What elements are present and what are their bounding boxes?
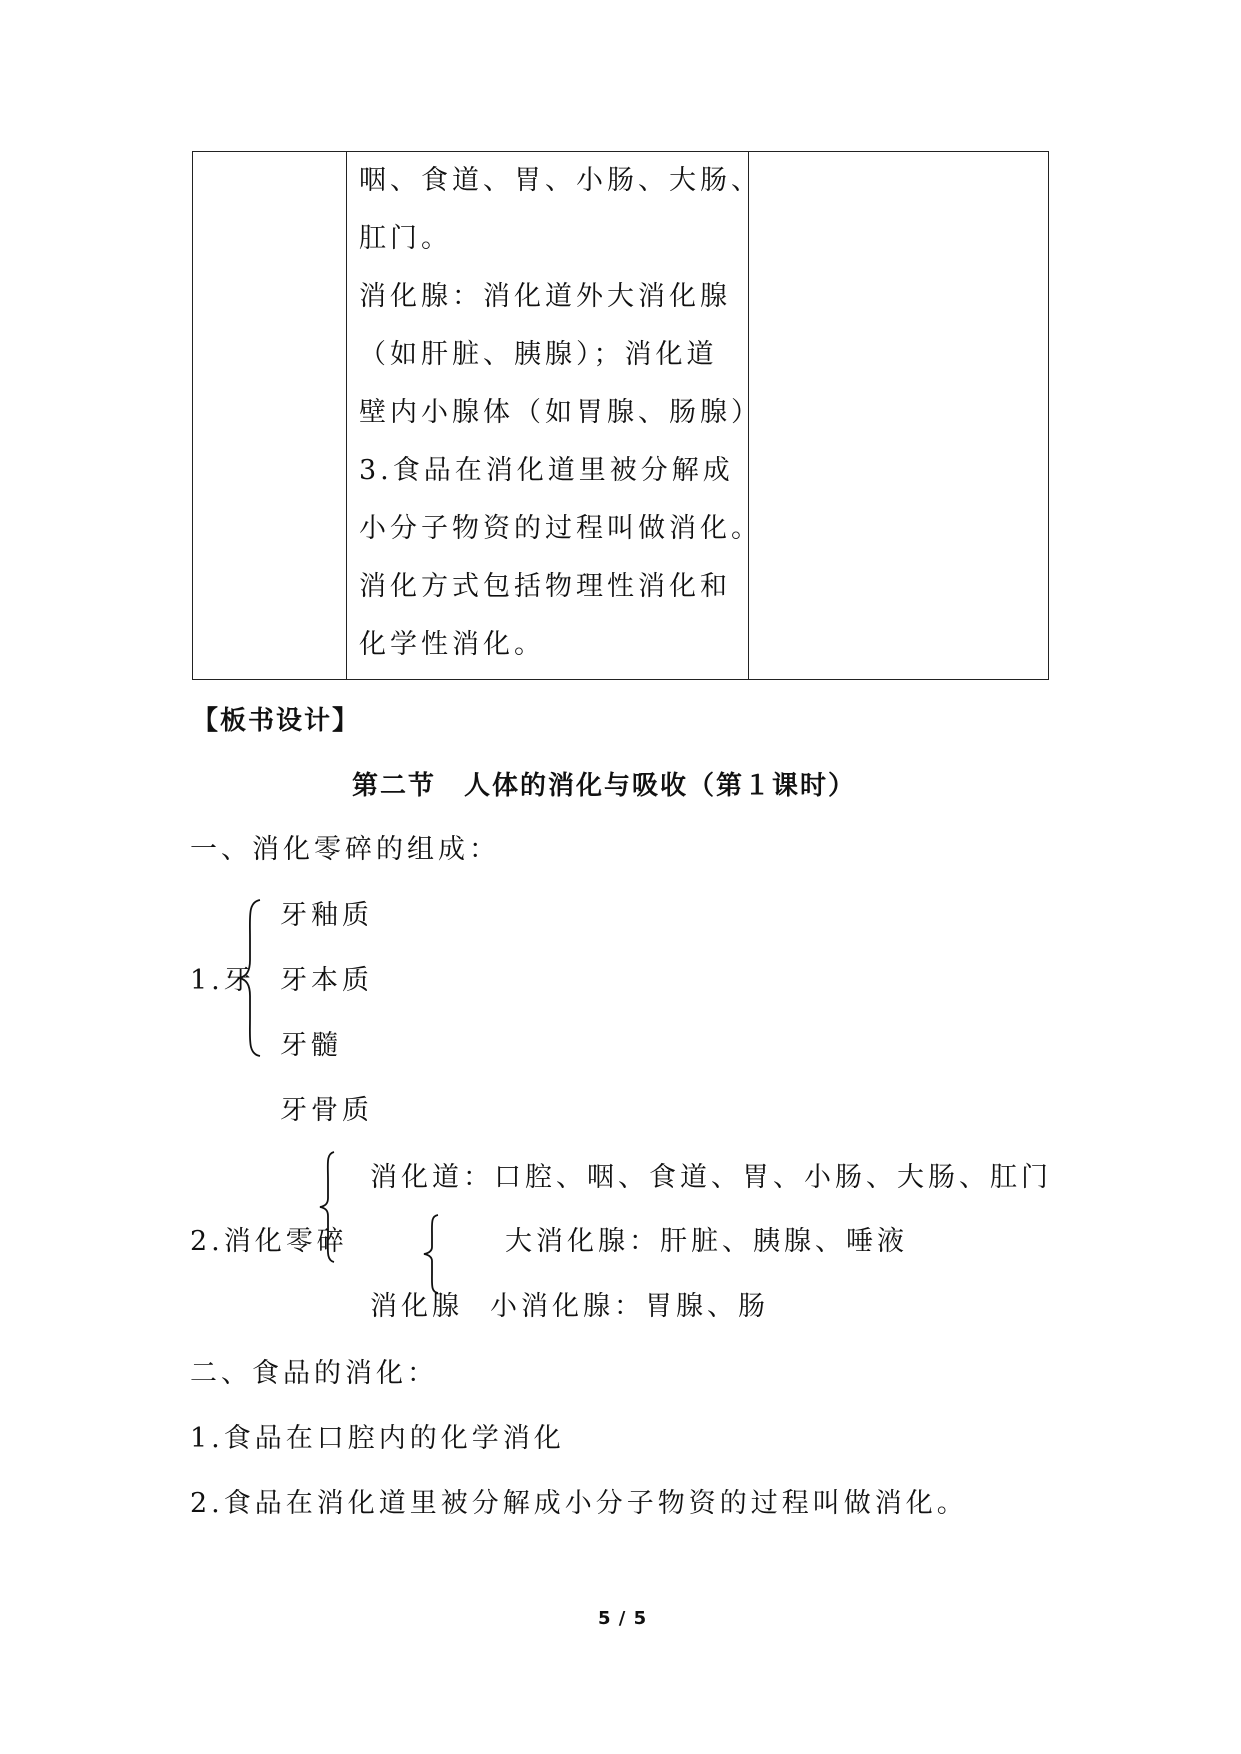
table-line: 消化方式包括物理性消化和 bbox=[359, 571, 731, 602]
table-cell-empty-left bbox=[193, 152, 347, 680]
curly-brace-icon bbox=[236, 898, 266, 1058]
lesson-title: 第二节 人体的消化与吸收（第１课时） bbox=[352, 771, 857, 801]
small-glands-line: 小消化腺：胃腺、肠 bbox=[490, 1291, 769, 1322]
table-line: 消化腺：消化道外大消化腺 bbox=[359, 281, 731, 312]
digestion-point-1: 1.食品在口腔内的化学消化 bbox=[190, 1423, 565, 1454]
digestive-tract-line: 消化道：口腔、咽、食道、胃、小肠、大肠、肛门 bbox=[370, 1162, 1052, 1193]
table-line: 化学性消化。 bbox=[359, 629, 545, 660]
table-line: 咽、食道、胃、小肠、大肠、 bbox=[359, 165, 762, 196]
page-number: 5 / 5 bbox=[598, 1608, 648, 1629]
teeth-item-extra: 牙骨质 bbox=[280, 1095, 373, 1126]
table-line: 3.食品在消化道里被分解成 bbox=[359, 455, 734, 486]
curly-brace-icon bbox=[420, 1213, 442, 1295]
section-heading-composition: 一、消化零碎的组成： bbox=[190, 834, 500, 865]
section-heading-digestion: 二、食品的消化： bbox=[190, 1358, 438, 1389]
table-cell-empty-right bbox=[749, 152, 1049, 680]
lesson-table bbox=[192, 151, 1049, 680]
teeth-item: 牙髓 bbox=[280, 1030, 342, 1061]
big-glands-line: 大消化腺：肝脏、胰腺、唾液 bbox=[505, 1226, 908, 1257]
table-line: 肛门。 bbox=[359, 223, 452, 254]
digestion-point-2: 2.食品在消化道里被分解成小分子物资的过程叫做消化。 bbox=[190, 1488, 968, 1519]
table-line: 小分子物资的过程叫做消化。 bbox=[359, 513, 762, 544]
table-row bbox=[193, 152, 1049, 680]
table-line: 壁内小腺体（如胃腺、肠腺） bbox=[359, 397, 762, 428]
teeth-item: 牙釉质 bbox=[280, 900, 373, 931]
table-line: （如肝脏、胰腺）；消化道 bbox=[359, 339, 718, 370]
teeth-item: 牙本质 bbox=[280, 965, 373, 996]
table-cell-content bbox=[347, 152, 762, 680]
glands-label: 消化腺 bbox=[370, 1291, 463, 1322]
curly-brace-icon bbox=[316, 1150, 338, 1264]
teeth-label: 1.牙 bbox=[190, 965, 255, 996]
board-design-heading: 【板书设计】 bbox=[192, 706, 361, 736]
digestive-system-label: 2.消化零碎 bbox=[190, 1226, 348, 1257]
